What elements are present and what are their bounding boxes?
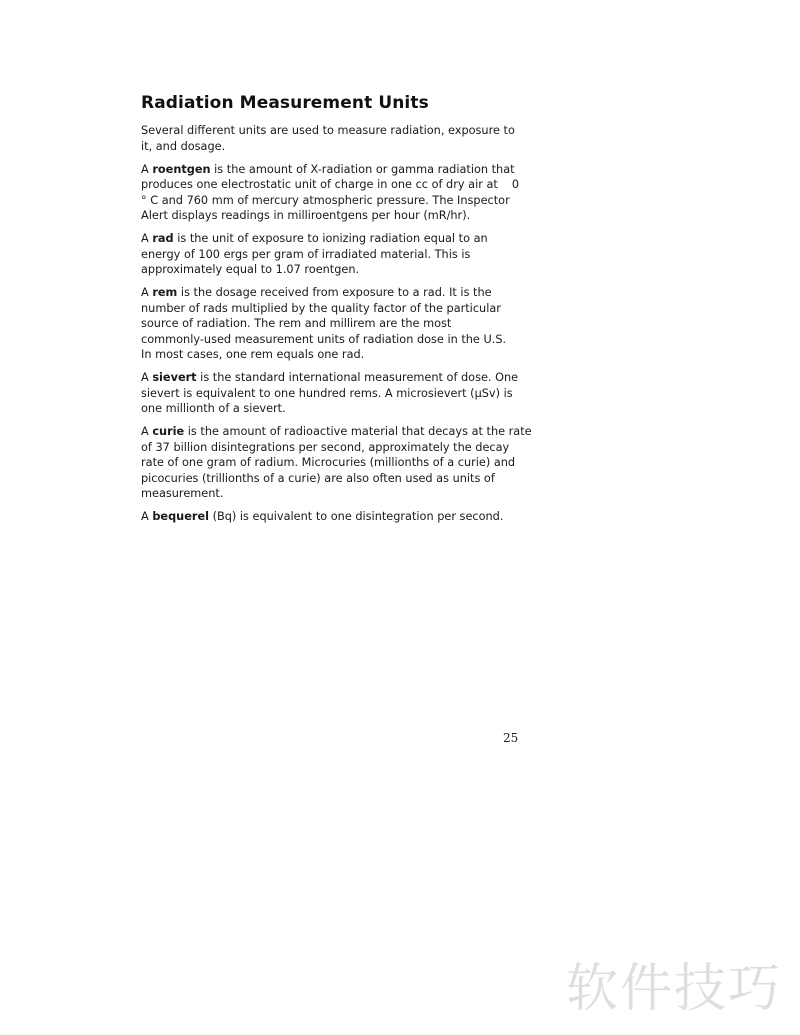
text-line: it, and dosage. [141, 139, 226, 153]
intro-paragraph [141, 123, 521, 154]
term-curie: curie [152, 425, 185, 438]
text-line: Alert displays readings in milliroentgens per hour (mR/hr). [141, 209, 471, 222]
rem-paragraph [141, 285, 521, 363]
text-fragment: A [141, 371, 153, 384]
text-line [141, 285, 521, 301]
text-fragment: is the unit of exposure to ionizing radiation equal to an [173, 232, 488, 245]
temperature-value: 0 [511, 178, 519, 191]
text-line: approximately equal to 1.07 roentgen. [141, 263, 360, 276]
text-fragment: is the standard international measurement of dose. One [196, 371, 519, 384]
text-fragment: A [141, 286, 153, 299]
text-line: energy of 100 ergs per gram of irradiated material. This is [141, 247, 471, 261]
term-rem: rem [152, 286, 178, 299]
text-fragment: A [141, 510, 153, 523]
text-line: ° C and 760 mm of mercury atmospheric pressure. The Inspector [141, 193, 510, 207]
text-line: one millionth of a sievert. [141, 402, 286, 415]
curie-paragraph [141, 424, 532, 502]
text-fragment: A [141, 425, 153, 438]
text-line: source of radiation. The rem and millirem are the most [141, 317, 452, 330]
text-fragment: is the amount of radioactive material that decays at the rate [184, 425, 532, 438]
sievert-paragraph [141, 370, 521, 417]
text-line: measurement. [141, 487, 224, 500]
term-bequerel: bequerel [152, 510, 209, 523]
text-line: number of rads multiplied by the quality factor of the particular [141, 301, 501, 315]
text-line [141, 231, 521, 247]
text-line: sievert is equivalent to one hundred rems. A microsievert (µSv) is [141, 386, 513, 400]
text-line: In most cases, one rem equals one rad. [141, 348, 365, 361]
text-line: Several different units are used to measure radiation, exposure to [141, 124, 515, 137]
text-line [141, 424, 532, 440]
text-line: commonly-used measurement units of radiation dose in the U.S. [141, 332, 507, 346]
text-line [141, 177, 519, 193]
page-title: Radiation Measurement Units [141, 93, 429, 113]
text-line [141, 509, 521, 525]
text-line [141, 162, 521, 178]
text-line: rate of one gram of radium. Microcuries (millionths of a curie) and [141, 456, 516, 469]
bequerel-paragraph [141, 509, 521, 525]
text-line: of 37 billion disintegrations per second, approximately the decay [141, 440, 510, 454]
document-body [141, 123, 532, 532]
text-fragment: is the amount of X-radiation or gamma radiation that [210, 162, 515, 176]
text-fragment: (Bq) is equivalent to one disintegration per second. [208, 510, 504, 523]
text-fragment: A [141, 162, 153, 176]
text-line [141, 370, 521, 386]
term-sievert: sievert [152, 371, 197, 384]
text-fragment: is the dosage received from exposure to a rad. It is the [177, 286, 492, 299]
text-line: picocuries (trillionths of a curie) are also often used as units of [141, 471, 495, 485]
text-fragment: produces one electrostatic unit of charge in one cc of dry air at [141, 178, 498, 191]
term-rad: rad [152, 232, 174, 245]
text-fragment: A [141, 232, 153, 245]
roentgen-paragraph [141, 162, 521, 224]
page-number: 25 [503, 731, 519, 745]
term-roentgen: roentgen [152, 162, 211, 176]
rad-paragraph [141, 231, 521, 278]
watermark: 软件技巧 [566, 959, 783, 1019]
